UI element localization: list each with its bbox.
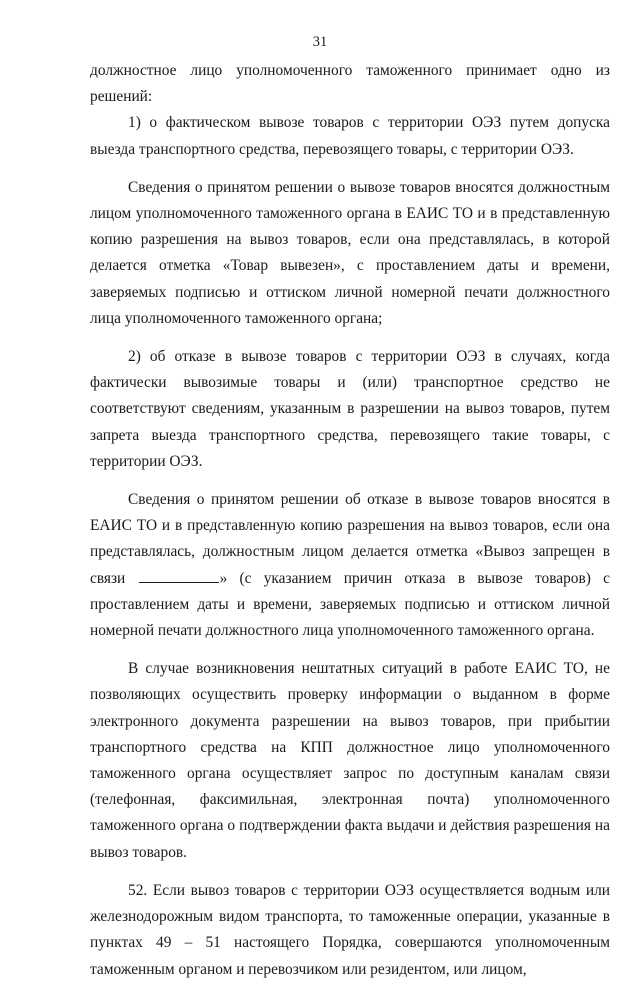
paragraph-refusal-info xyxy=(90,487,610,644)
paragraph-decision-1: 1) о фактическом вывозе товаров с территории ОЭЗ путем допуска выезда транспортного средства, перевозящего товары, с территории ОЭЗ. xyxy=(90,114,610,158)
paragraph-export-info: Сведения о принятом решении о вывозе товаров вносятся должностным лицом уполномоченного таможенного органа в ЕАИС ТО и в представленную копию разрешения на вывоз товаров, если она представлялась, в которой делается отметка «Товар вывезен», с проставлением даты и времени, заверяемых подписью и оттиском личной номерной печати должностного лица уполномоченного таможенного органа; xyxy=(90,178,610,327)
refusal-text-start: Сведения о принятом решении об отказе в вывозе товаров вносятся в ЕАИС ТО и в представленную копию разрешения на вывоз товаров, если она представлялась, должностным лицом делается отметка «Вывоз запрещен в связи xyxy=(90,491,610,587)
document-body xyxy=(90,58,610,983)
refusal-text-end: » (с указанием причин отказа в вывозе товаров) с проставлением даты и времени, заверяемых подписью и оттиском личной номерной печати должностного лица уполномоченного таможенного органа. xyxy=(90,569,610,640)
paragraph-intro: должностное лицо уполномоченного таможенного принимает одно из решений: xyxy=(90,62,610,106)
paragraph-decision-2: 2) об отказе в вывозе товаров с территории ОЭЗ в случаях, когда фактически вывозимые товары и (или) транспортное средство не соответствуют сведениям, указанным в разрешении на вывоз товаров, путем запрета выезда транспортного средства, перевозящего такие товары, с территории ОЭЗ. xyxy=(90,348,610,470)
paragraph-item-52: 52. Если вывоз товаров с территории ОЭЗ осуществляется водным или железнодорожным видом транспорта, то таможенные операции, указанные в пунктах 49 – 51 настоящего Порядка, совершаются уполномоченным таможенным органом и перевозчиком или резидентом, или лицом, xyxy=(90,881,610,978)
page-number: 31 xyxy=(312,34,328,50)
paragraph-emergency: В случае возникновения нештатных ситуаций в работе ЕАИС ТО, не позволяющих осуществить проверку информации о выданном в форме электронного документа разрешении на вывоз товаров, при прибытии транспортного средства на КПП должностное лицо уполномоченного таможенного органа осуществляет запрос по доступным каналам связи (телефонная, факсимильная, электронная почта) уполномоченного таможенного органа о подтверждении факта выдачи и действия разрешения на вывоз товаров. xyxy=(90,660,610,861)
reason-blank-line xyxy=(139,568,219,583)
